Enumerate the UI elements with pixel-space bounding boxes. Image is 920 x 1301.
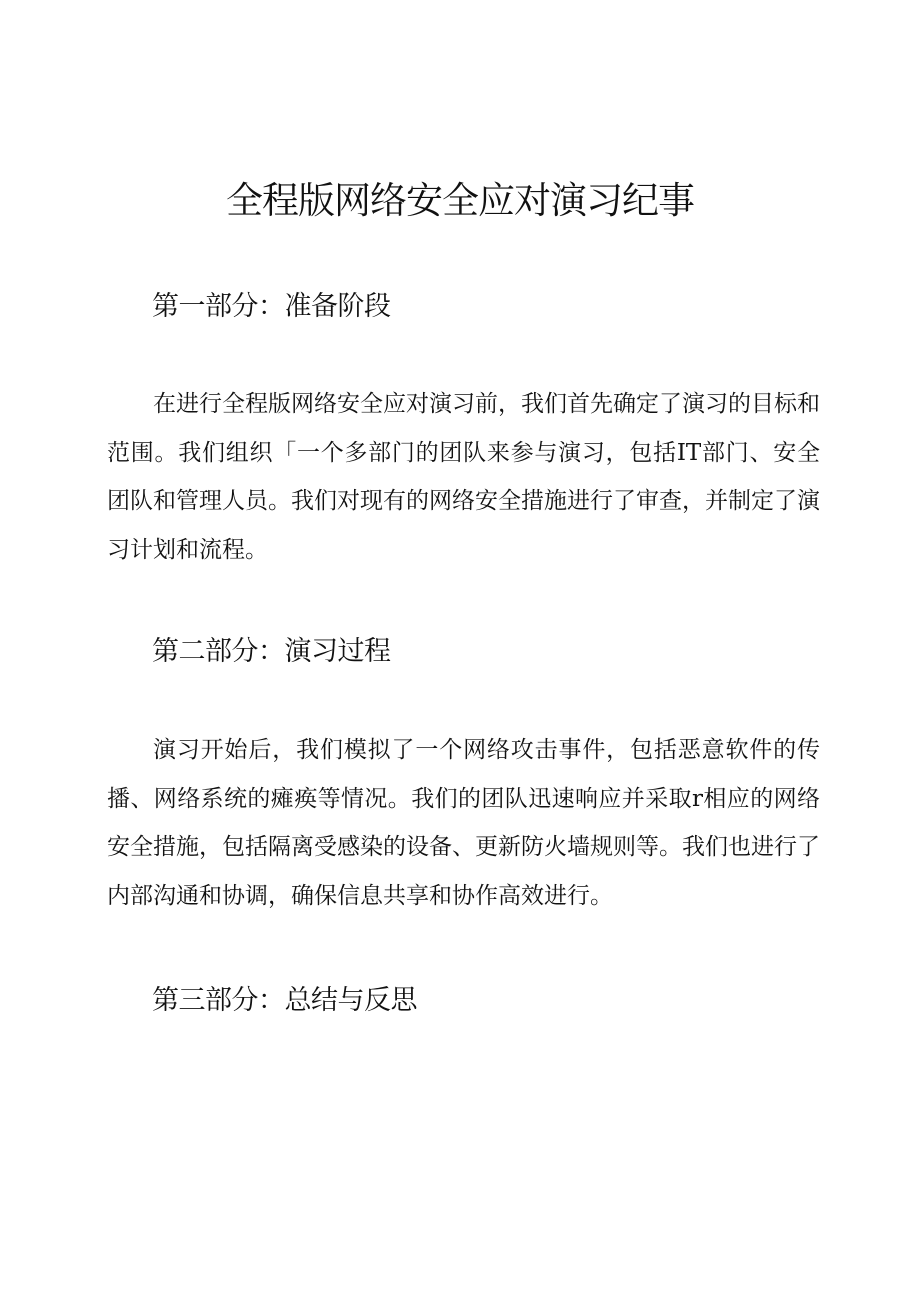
section-2-paragraph: 演习开始后，我们模拟了一个网络攻击事件，包括恶意软件的传播、网络系统的瘫痪等情况。我们的团队迅速响应并采取r相应的网络安全措施，包括隔离受感染的设备、更新防火墙规则等。我们也进行了内部沟通和协调，确保信息共享和协作高效进行。 [107,737,820,909]
document-title: 全程版网络安全应对演习纪事 [226,179,694,222]
section-1-heading: 第一部分：准备阶段 [152,291,391,322]
section-2-heading: 第二部分：演习过程 [152,636,391,667]
section-3-heading: 第三部分：总结与反思 [152,985,417,1016]
section-1-paragraph: 在进行全程版网络安全应对演习前，我们首先确定了演习的目标和范围。我们组织「一个多部门的团队来参与演习，包括IT部门、安全团队和管理人员。我们对现有的网络安全措施进行了审查，并制定了演习计划和流程。 [107,391,820,563]
